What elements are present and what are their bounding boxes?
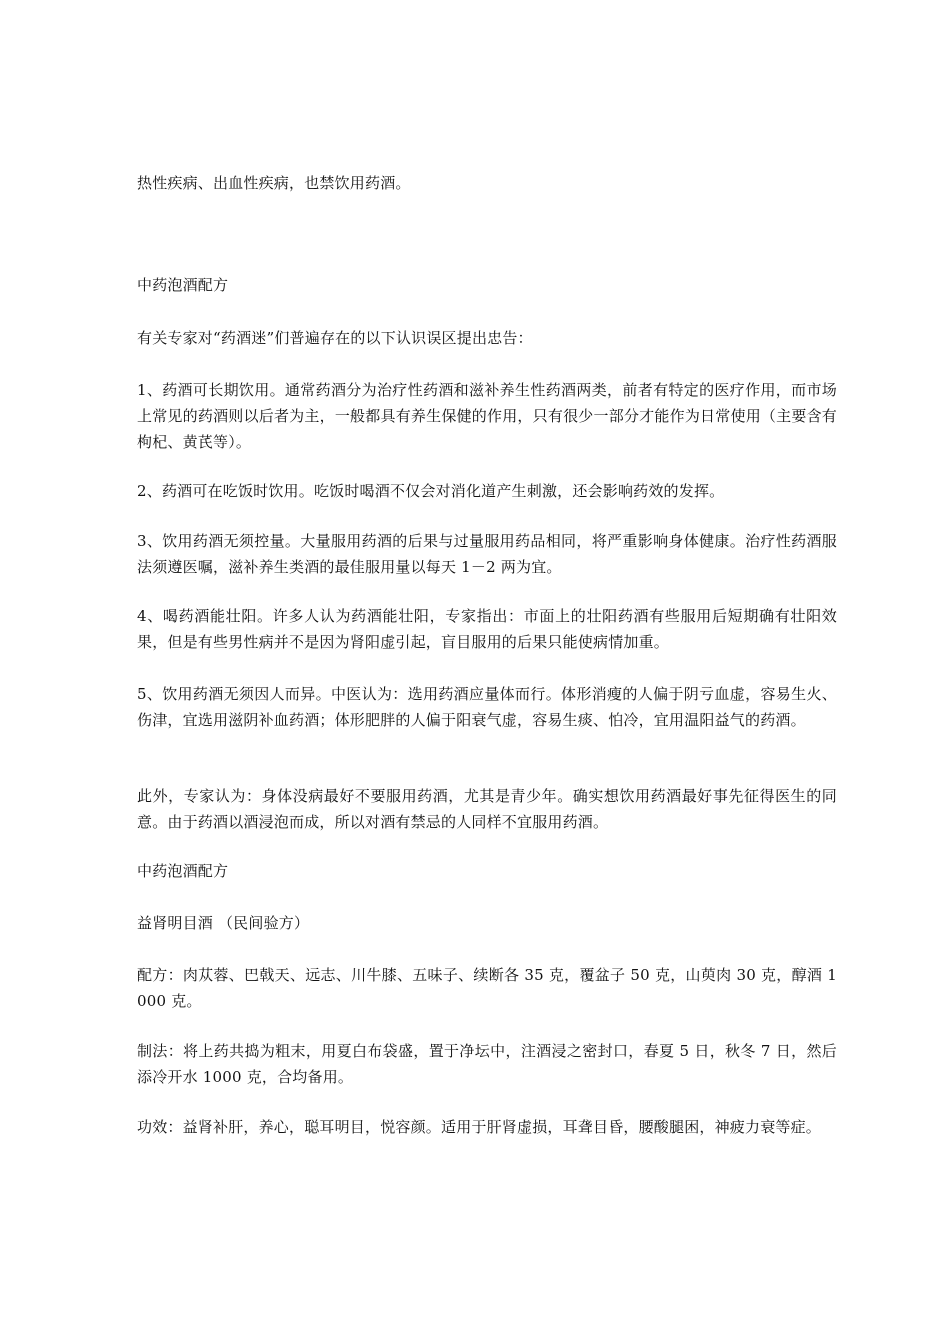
paragraph-point-2: 2、药酒可在吃饭时饮用。吃饭时喝酒不仅会对消化道产生刺激，还会影响药效的发挥。 (137, 482, 725, 500)
paragraph-point-5: 5、饮用药酒无须因人而异。中医认为：选用药酒应量体而行。体形消瘦的人偏于阴亏血虚，容易生火、伤津，宜选用滋阴补血药酒；体形肥胖的人偏于阳衰气虚，容易生痰、怕冷，宜用温阳益气的药酒。 (137, 685, 837, 729)
paragraph-intro: 有关专家对“药酒迷”们普遍存在的以下认识误区提出忠告： (137, 329, 533, 347)
section-heading-1: 中药泡酒配方 (137, 276, 229, 294)
recipe-preparation: 制法：将上药共捣为粗末，用夏白布袋盛，置于净坛中，注酒浸之密封口，春夏 5 日，秋冬 7 日，然后添冷开水 1000 克，合均备用。 (137, 1042, 837, 1086)
paragraph-advice: 此外，专家认为：身体没病最好不要服用药酒，尤其是青少年。确实想饮用药酒最好事先征得医生的同意。由于药酒以酒浸泡而成，所以对酒有禁忌的人同样不宜服用药酒。 (137, 787, 837, 831)
paragraph-contraindication: 热性疾病、出血性疾病，也禁饮用药酒。 (137, 174, 411, 192)
paragraph-point-4: 4、喝药酒能壮阳。许多人认为药酒能壮阳，专家指出：市面上的壮阳药酒有些服用后短期确有壮阳效果，但是有些男性病并不是因为肾阳虚引起，盲目服用的后果只能使病情加重。 (137, 607, 837, 651)
paragraph-point-1: 1、药酒可长期饮用。通常药酒分为治疗性药酒和滋补养生性药酒两类，前者有特定的医疗作用，而市场上常见的药酒则以后者为主，一般都具有养生保健的作用，只有很少一部分才能作为日常使用（主要含有枸杞、黄芪等）。 (137, 381, 837, 451)
recipe-formula: 配方：肉苁蓉、巴戟天、远志、川牛膝、五味子、续断各 35 克，覆盆子 50 克，山萸肉 30 克，醇酒 1000 克。 (137, 966, 837, 1010)
recipe-title: 益肾明目酒 （民间验方） (137, 914, 310, 932)
section-heading-2: 中药泡酒配方 (137, 862, 229, 880)
recipe-efficacy: 功效：益肾补肝，养心，聪耳明目，悦容颜。适用于肝肾虚损，耳聋目昏，腰酸腿困，神疲力衰等症。 (137, 1118, 822, 1136)
paragraph-point-3: 3、饮用药酒无须控量。大量服用药酒的后果与过量服用药品相同，将严重影响身体健康。治疗性药酒服法须遵医嘱，滋补养生类酒的最佳服用量以每天 1－2 两为宜。 (137, 532, 837, 576)
